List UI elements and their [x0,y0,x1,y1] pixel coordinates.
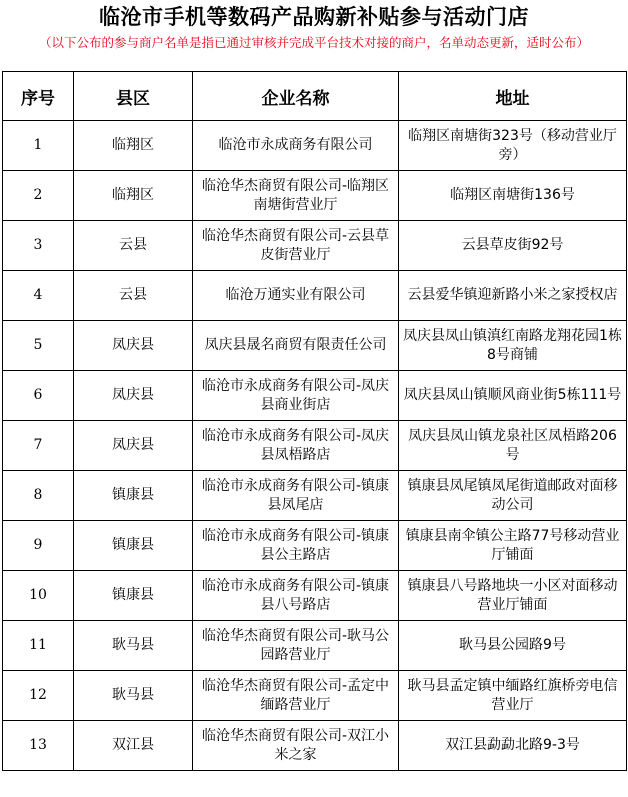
table-row [3,621,627,671]
table-row [3,371,627,421]
cell-company: 临沧华杰商贸有限公司-双江小米之家 [193,721,399,771]
cell-address: 双江县勐勐北路9-3号 [399,721,627,771]
cell-county: 云县 [74,271,193,321]
cell-serial: 4 [3,271,74,321]
cell-company: 临沧华杰商贸有限公司-云县草皮街营业厅 [193,221,399,271]
cell-company: 临沧市永成商务有限公司-凤庆县商业街店 [193,371,399,421]
cell-company: 临沧华杰商贸有限公司-孟定中缅路营业厅 [193,671,399,721]
cell-county: 凤庆县 [74,371,193,421]
table-row [3,421,627,471]
table-row [3,321,627,371]
cell-county: 镇康县 [74,571,193,621]
cell-address: 耿马县孟定镇中缅路红旗桥旁电信营业厅 [399,671,627,721]
table-header-row [3,72,627,121]
cell-serial: 10 [3,571,74,621]
page-title: 临沧市手机等数码产品购新补贴参与活动门店 [99,5,529,29]
table-row [3,121,627,171]
cell-address: 凤庆县凤山镇滇红南路龙翔花园1栋8号商铺 [399,321,627,371]
cell-serial: 8 [3,471,74,521]
cell-company: 临沧市永成商务有限公司-镇康县八号路店 [193,571,399,621]
table-row [3,721,627,771]
cell-county: 临翔区 [74,171,193,221]
cell-county: 凤庆县 [74,421,193,471]
cell-company: 临沧市永成商务有限公司 [193,121,399,171]
cell-address: 云县草皮街92号 [399,221,627,271]
table-row [3,271,627,321]
cell-serial: 13 [3,721,74,771]
notice-text: （以下公布的参与商户名单是指已通过审核并完成平台技术对接的商户，名单动态更新，适时公布） [38,35,589,50]
header-county: 县区 [74,72,193,121]
cell-county: 双江县 [74,721,193,771]
cell-serial: 1 [3,121,74,171]
cell-company: 临沧万通实业有限公司 [193,271,399,321]
cell-address: 镇康县八号路地块一小区对面移动营业厅铺面 [399,571,627,621]
cell-address: 耿马县公园路9号 [399,621,627,671]
cell-address: 临翔区南塘街136号 [399,171,627,221]
cell-address: 临翔区南塘街323号（移动营业厅旁） [399,121,627,171]
cell-county: 耿马县 [74,621,193,671]
cell-address: 凤庆县凤山镇顺风商业街5栋111号 [399,371,627,421]
cell-serial: 3 [3,221,74,271]
store-table [2,71,627,771]
cell-county: 镇康县 [74,521,193,571]
header-serial: 序号 [3,72,74,121]
cell-serial: 9 [3,521,74,571]
cell-serial: 12 [3,671,74,721]
table-row [3,471,627,521]
cell-county: 凤庆县 [74,321,193,371]
cell-address: 云县爱华镇迎新路小米之家授权店 [399,271,627,321]
cell-address: 凤庆县凤山镇龙泉社区凤梧路206号 [399,421,627,471]
cell-serial: 6 [3,371,74,421]
table-row [3,521,627,571]
cell-serial: 11 [3,621,74,671]
cell-company: 临沧华杰商贸有限公司-耿马公园路营业厅 [193,621,399,671]
cell-serial: 7 [3,421,74,471]
header-address: 地址 [399,72,627,121]
cell-company: 临沧华杰商贸有限公司-临翔区南塘街营业厅 [193,171,399,221]
cell-serial: 2 [3,171,74,221]
header-company: 企业名称 [193,72,399,121]
cell-company: 临沧市永成商务有限公司-凤庆县凤梧路店 [193,421,399,471]
cell-county: 临翔区 [74,121,193,171]
cell-county: 耿马县 [74,671,193,721]
cell-address: 镇康县南伞镇公主路77号移动营业厅铺面 [399,521,627,571]
cell-county: 云县 [74,221,193,271]
table-row [3,171,627,221]
cell-county: 镇康县 [74,471,193,521]
cell-company: 临沧市永成商务有限公司-镇康县凤尾店 [193,471,399,521]
table-row [3,671,627,721]
cell-company: 凤庆县晟名商贸有限责任公司 [193,321,399,371]
table-row [3,221,627,271]
cell-company: 临沧市永成商务有限公司-镇康县公主路店 [193,521,399,571]
cell-address: 镇康县凤尾镇凤尾街道邮政对面移动公司 [399,471,627,521]
cell-serial: 5 [3,321,74,371]
table-row [3,571,627,621]
